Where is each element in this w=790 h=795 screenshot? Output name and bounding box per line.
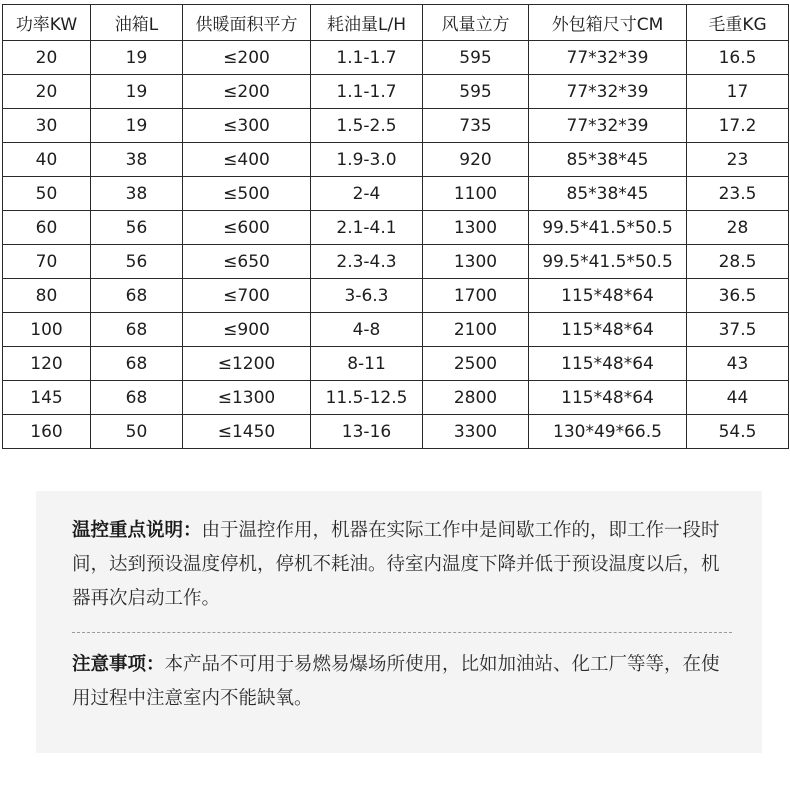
table-cell: 13-16 (311, 415, 423, 449)
table-cell: 17.2 (687, 109, 789, 143)
table-cell: 19 (91, 75, 183, 109)
table-cell: 17 (687, 75, 789, 109)
table-cell: 68 (91, 313, 183, 347)
table-cell: ≤700 (183, 279, 311, 313)
header-gross-weight: 毛重KG (687, 5, 789, 41)
table-cell: ≤200 (183, 75, 311, 109)
table-row (3, 313, 789, 347)
temperature-control-text: 由于温控作用，机器在实际工作中是间歇工作的，即工作一段时间，达到预设温度停机，停机不耗油。待室内温度下降并低于预设温度以后，机器再次启动工作。 (72, 520, 720, 609)
table-cell: ≤900 (183, 313, 311, 347)
caution-title: 注意事项： (72, 654, 165, 675)
table-cell: 56 (91, 245, 183, 279)
table-cell: 23 (687, 143, 789, 177)
table-cell: 1300 (423, 211, 529, 245)
table-cell: 2.3-4.3 (311, 245, 423, 279)
table-cell: 23.5 (687, 177, 789, 211)
table-cell: 19 (91, 41, 183, 75)
header-tank: 油箱L (91, 5, 183, 41)
table-cell: 28 (687, 211, 789, 245)
table-cell: 68 (91, 381, 183, 415)
table-cell: ≤650 (183, 245, 311, 279)
table-row (3, 75, 789, 109)
header-air-volume: 风量立方 (423, 5, 529, 41)
table-cell: 920 (423, 143, 529, 177)
table-cell: 77*32*39 (529, 75, 687, 109)
table-cell: 2-4 (311, 177, 423, 211)
table-cell: 1300 (423, 245, 529, 279)
header-box-size: 外包箱尺寸CM (529, 5, 687, 41)
table-cell: 19 (91, 109, 183, 143)
temperature-control-title: 温控重点说明： (72, 520, 202, 541)
table-cell: 16.5 (687, 41, 789, 75)
table-cell: 99.5*41.5*50.5 (529, 211, 687, 245)
table-cell: 68 (91, 279, 183, 313)
dashed-divider (72, 632, 732, 633)
table-cell: 37.5 (687, 313, 789, 347)
table-cell: 160 (3, 415, 91, 449)
header-power: 功率KW (3, 5, 91, 41)
table-cell: 11.5-12.5 (311, 381, 423, 415)
table-cell: 60 (3, 211, 91, 245)
spec-table (2, 4, 789, 449)
temperature-control-note (72, 514, 732, 616)
table-cell: ≤600 (183, 211, 311, 245)
table-row (3, 41, 789, 75)
table-cell: 77*32*39 (529, 41, 687, 75)
table-cell: 115*48*64 (529, 347, 687, 381)
caution-note (72, 648, 732, 716)
table-row (3, 211, 789, 245)
table-cell: ≤1200 (183, 347, 311, 381)
table-cell: ≤500 (183, 177, 311, 211)
table-cell: ≤1300 (183, 381, 311, 415)
table-row (3, 347, 789, 381)
table-cell: 735 (423, 109, 529, 143)
table-cell: 100 (3, 313, 91, 347)
table-cell: 70 (3, 245, 91, 279)
table-row (3, 109, 789, 143)
table-cell: 80 (3, 279, 91, 313)
table-cell: 1100 (423, 177, 529, 211)
table-cell: 50 (91, 415, 183, 449)
table-cell: 43 (687, 347, 789, 381)
caution-text: 本产品不可用于易燃易爆场所使用，比如加油站、化工厂等等，在使用过程中注意室内不能缺氧。 (72, 654, 720, 709)
table-cell: 50 (3, 177, 91, 211)
table-cell: 54.5 (687, 415, 789, 449)
table-row (3, 381, 789, 415)
table-cell: 3-6.3 (311, 279, 423, 313)
table-row (3, 415, 789, 449)
table-cell: 38 (91, 177, 183, 211)
table-cell: 2.1-4.1 (311, 211, 423, 245)
table-cell: 115*48*64 (529, 313, 687, 347)
table-row (3, 279, 789, 313)
table-cell: 36.5 (687, 279, 789, 313)
table-cell: 1700 (423, 279, 529, 313)
table-cell: 20 (3, 41, 91, 75)
table-cell: 1.9-3.0 (311, 143, 423, 177)
table-cell: 2500 (423, 347, 529, 381)
table-cell: 3300 (423, 415, 529, 449)
header-heating-area: 供暖面积平方 (183, 5, 311, 41)
table-cell: 595 (423, 75, 529, 109)
table-cell: 44 (687, 381, 789, 415)
table-header-row (3, 5, 789, 41)
table-cell: ≤400 (183, 143, 311, 177)
table-cell: 68 (91, 347, 183, 381)
table-cell: 40 (3, 143, 91, 177)
table-cell: 115*48*64 (529, 381, 687, 415)
table-cell: 130*49*66.5 (529, 415, 687, 449)
table-cell: ≤1450 (183, 415, 311, 449)
table-cell: 20 (3, 75, 91, 109)
table-cell: 2100 (423, 313, 529, 347)
table-cell: 30 (3, 109, 91, 143)
table-cell: 1.1-1.7 (311, 75, 423, 109)
table-cell: 4-8 (311, 313, 423, 347)
table-cell: 1.5-2.5 (311, 109, 423, 143)
table-cell: 85*38*45 (529, 143, 687, 177)
table-cell: 115*48*64 (529, 279, 687, 313)
header-fuel-consumption: 耗油量L/H (311, 5, 423, 41)
table-cell: 85*38*45 (529, 177, 687, 211)
table-row (3, 143, 789, 177)
table-cell: 120 (3, 347, 91, 381)
table-cell: 8-11 (311, 347, 423, 381)
table-cell: 2800 (423, 381, 529, 415)
notes-panel (36, 491, 762, 753)
table-cell: 595 (423, 41, 529, 75)
table-cell: 56 (91, 211, 183, 245)
table-cell: ≤300 (183, 109, 311, 143)
table-cell: 145 (3, 381, 91, 415)
table-cell: ≤200 (183, 41, 311, 75)
table-cell: 1.1-1.7 (311, 41, 423, 75)
table-cell: 28.5 (687, 245, 789, 279)
table-cell: 99.5*41.5*50.5 (529, 245, 687, 279)
table-row (3, 177, 789, 211)
table-cell: 77*32*39 (529, 109, 687, 143)
table-cell: 38 (91, 143, 183, 177)
table-row (3, 245, 789, 279)
